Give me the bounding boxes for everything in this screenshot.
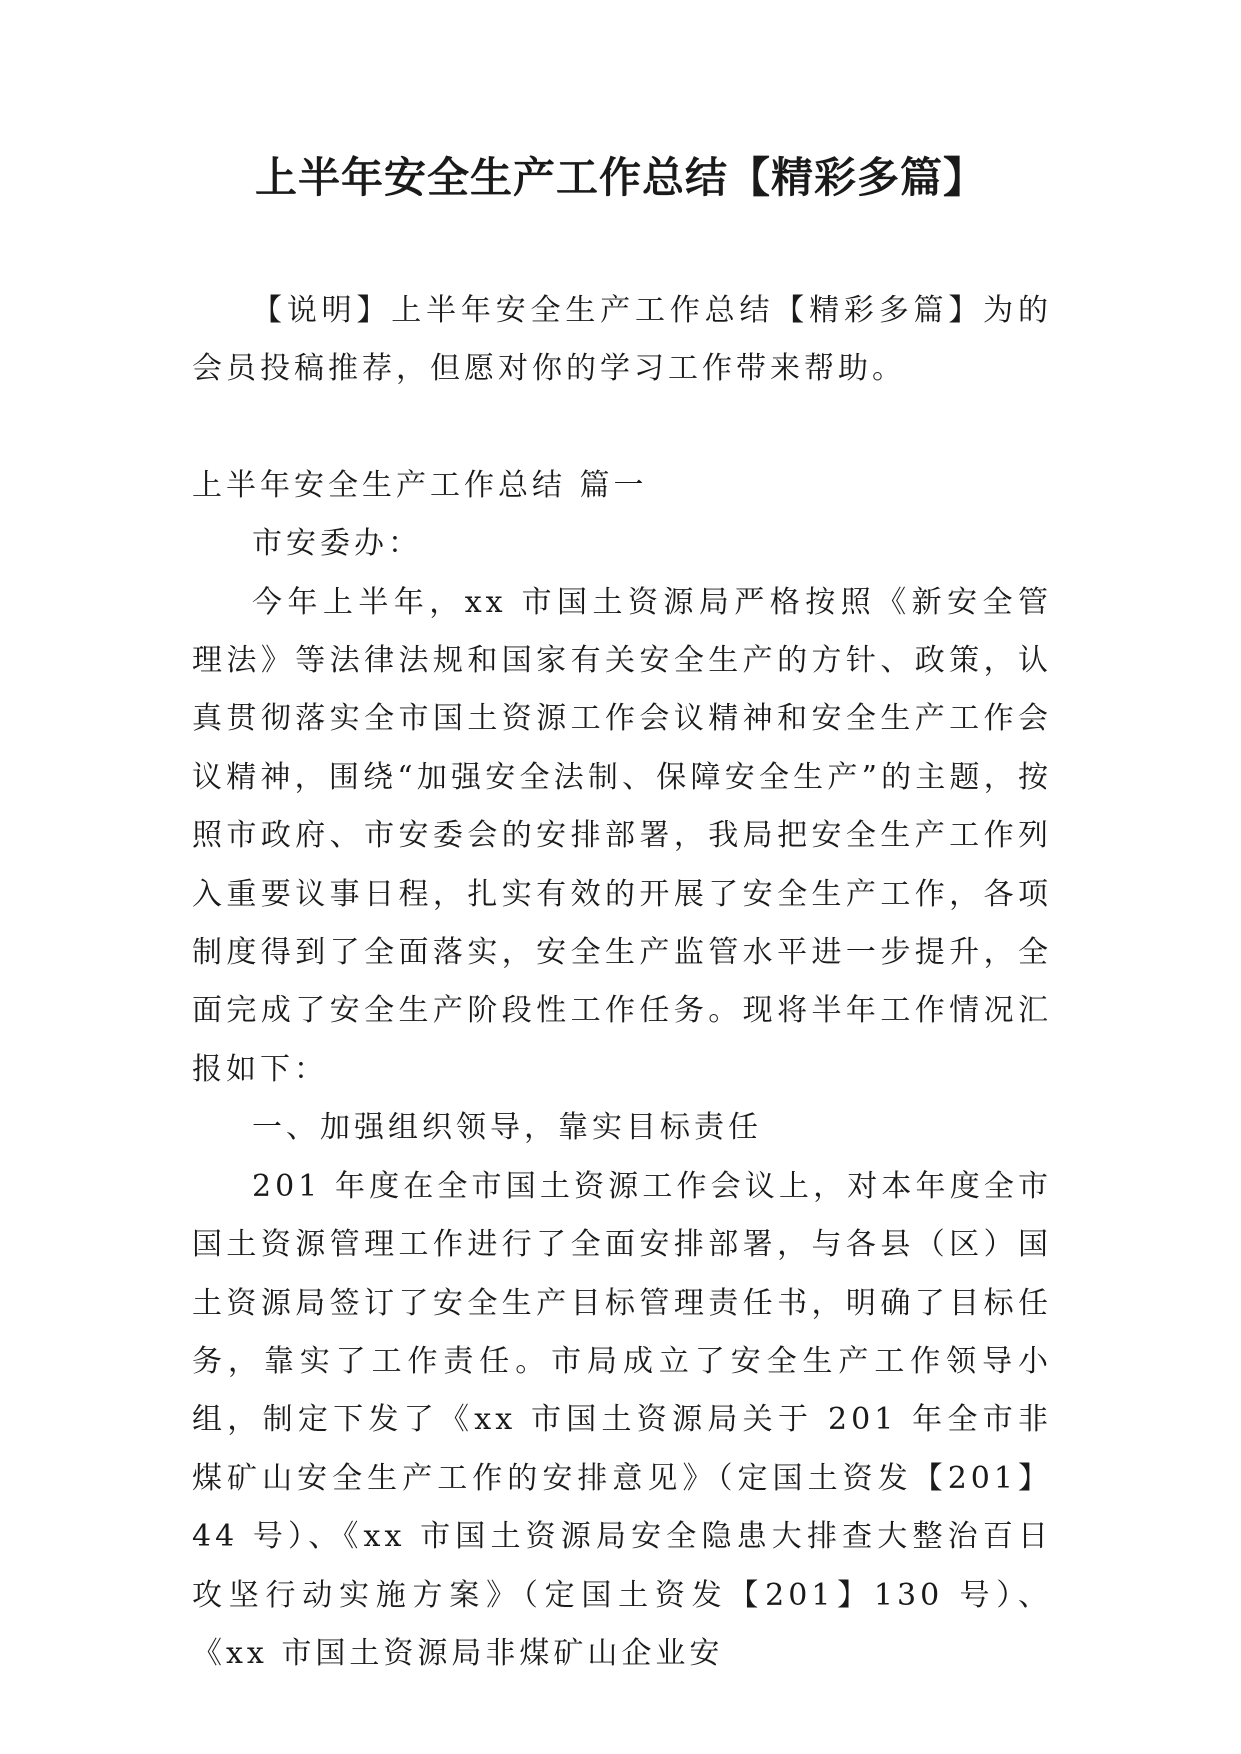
document-body <box>192 282 1052 1683</box>
document-note: 【说明】上半年安全生产工作总结【精彩多篇】为的会员投稿推荐，但愿对你的学习工作带来帮助。 <box>192 293 1052 387</box>
document-title: 上半年安全生产工作总结【精彩多篇】 <box>254 153 986 202</box>
paragraph-spacer <box>192 399 1052 457</box>
body-paragraph-3: 201 年度在全市国土资源工作会议上，对本年度全市国土资源管理工作进行了全面安排部署，与各县（区）国土资源局签订了安全生产目标管理责任书，明确了目标任务，靠实了工作责任。市局成立了安全生产工作领导小组，制定下发了《xx 市国土资源局关于 201 年全市非煤矿山安全生产工作的安排意见》（定国土资发【201】44 号）、《xx 市国土资源局安全隐患大排查大整治百日攻坚行动实施方案》（定国土资发【201】130 号）、《xx 市国土资源局非煤矿山企业安 <box>192 1168 1052 1671</box>
section-heading: 上半年安全生产工作总结 篇一 <box>192 467 648 503</box>
salutation: 市安委办： <box>252 526 422 562</box>
body-paragraph-2: 一、加强组织领导，靠实目标责任 <box>252 1110 762 1146</box>
body-paragraph-1: 今年上半年，xx 市国土资源局严格按照《新安全管理法》等法律法规和国家有关安全生产的方针、政策，认真贯彻落实全市国土资源工作会议精神和安全生产工作会议精神，围绕“加强安全法制、保障安全生产”的主题，按照市政府、市安委会的安排部署，我局把安全生产工作列入重要议事日程，扎实有效的开展了安全生产工作，各项制度得到了全面落实，安全生产监管水平进一步提升，全面完成了安全生产阶段性工作任务。现将半年工作情况汇报如下： <box>192 584 1052 1087</box>
